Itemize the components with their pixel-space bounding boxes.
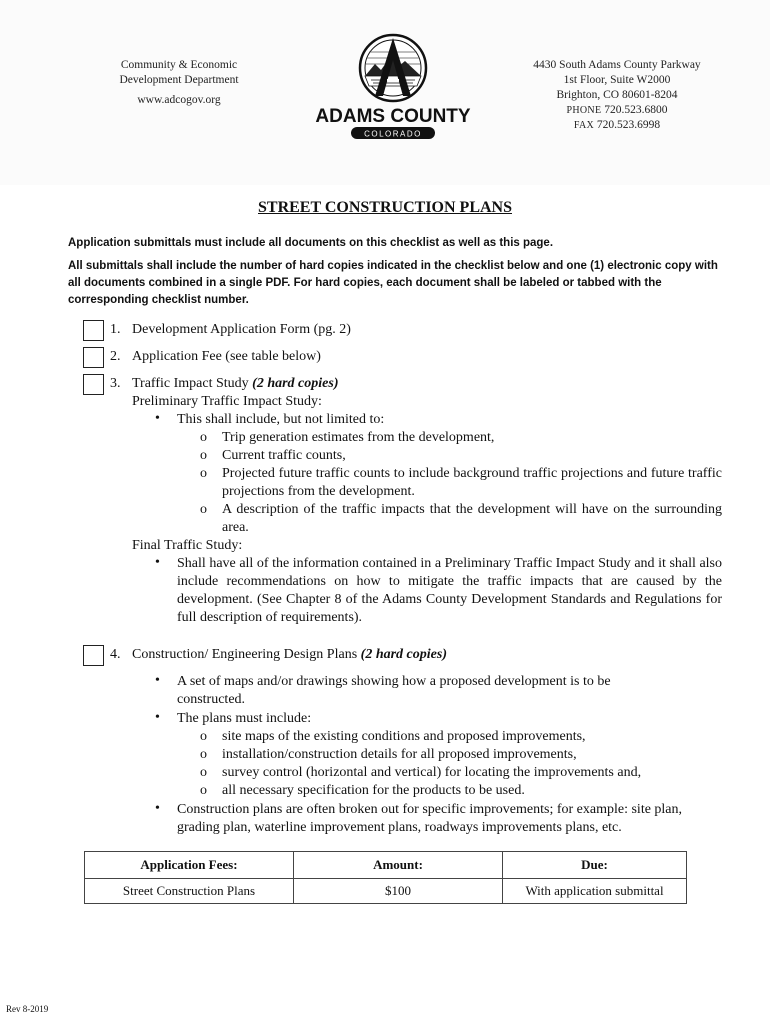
item-3-copies: (2 hard copies) [252,376,339,391]
address-block [522,58,712,133]
column-header: Application Fees: [85,852,294,879]
item-4-title [132,646,447,664]
bullet-marker: • [155,710,160,725]
fees-table [84,851,687,904]
bullet-marker: • [155,555,160,570]
checkbox-item-2[interactable] [83,347,104,368]
table-cell: $100 [294,879,503,904]
checkbox-item-3[interactable] [83,374,104,395]
sub-marker: o [200,765,207,780]
checkbox-item-4[interactable] [83,645,104,666]
phone-label: PHONE [566,105,602,116]
item-2-number: 2. [110,349,121,364]
dept-line-2: Development Department [119,74,239,86]
prelim-study-heading: Preliminary Traffic Impact Study: [132,394,322,409]
bullet-marker: • [155,673,160,688]
column-header: Due: [503,852,687,879]
final-study-heading: Final Traffic Study: [132,538,243,553]
plans-bullet-2: The plans must include: [177,711,312,726]
item-3-text: Traffic Impact Study [132,376,253,391]
table-header-row [85,852,687,879]
plans-bullet-1: A set of maps and/or drawings showing how a proposed development is to be constructed. [177,674,611,707]
plans-sub-3: survey control (horizontal and vertical) for locating the improvements and, [222,765,642,780]
item-4-number: 4. [110,647,121,662]
column-header: Amount: [294,852,503,879]
item-3-title [132,375,338,393]
address-line-2: 1st Floor, Suite W2000 [563,74,671,86]
sub-marker: o [200,448,207,463]
sub-marker: o [200,783,207,798]
item-1-number: 1. [110,322,121,337]
revision-footer: Rev 8-2019 [6,1004,49,1014]
plans-sub-2: installation/construction details for all proposed improvements, [222,747,577,762]
item-4-text: Construction/ Engineering Design Plans [132,647,361,662]
final-bullet: Shall have all of the information contained in a Preliminary Traffic Impact Study and it shall also include recommendations on how to mitigate the traffic impacts that are caused by the development. (See Chapter 8 of the Adams County Development Standards and Regulations for full description of requirements). [177,556,722,625]
intro-paragraph-1: Application submittals must include all documents on this checklist as well as this page. [68,237,554,249]
item-2-text: Application Fee (see table below) [132,349,321,364]
prelim-sub-3: Projected future traffic counts to include background traffic projections and future traffic projections from the development. [222,466,722,499]
bullet-marker: • [155,411,160,426]
sub-marker: o [200,747,207,762]
plans-sub-1: site maps of the existing conditions and proposed improvements, [222,729,586,744]
county-seal-icon [313,30,473,142]
state-name: COLORADO [364,129,422,139]
address-line-1: 4430 South Adams County Parkway [533,59,701,71]
item-1-text: Development Application Form (pg. 2) [132,322,351,337]
table-row [85,879,687,904]
sub-marker: o [200,430,207,445]
table-cell: With application submittal [503,879,687,904]
page-title: STREET CONSTRUCTION PLANS [258,199,512,216]
item-4-copies: (2 hard copies) [360,647,447,662]
address-line-3: Brighton, CO 80601-8204 [556,89,678,101]
phone-number: 720.523.6800 [604,104,668,116]
prelim-sub-1: Trip generation estimates from the development, [222,430,495,445]
sub-marker: o [200,502,207,517]
fax-label: FAX [573,120,595,131]
plans-sub-4: all necessary specification for the products to be used. [222,783,525,798]
dept-line-1: Community & Economic [120,59,238,71]
county-logo [313,30,473,142]
sub-marker: o [200,466,207,481]
prelim-bullet: This shall include, but not limited to: [177,412,385,427]
intro-paragraph-2: All submittals shall include the number of hard copies indicated in the checklist below and one (1) electronic copy with all documents combined in a single PDF. For hard copies, each document shall be labeled or tabbed with the corresponding checklist number. [68,260,718,306]
plans-bullet-3: Construction plans are often broken out for specific improvements; for example: site plan, grading plan, waterline improvement plans, roadways improvements plans, etc. [177,802,683,835]
fax-number: 720.523.6998 [596,119,661,131]
county-name: ADAMS COUNTY [315,106,471,127]
item-3-number: 3. [110,376,121,391]
department-block [104,58,254,108]
bullet-marker: • [155,801,160,816]
website-link[interactable]: www.adcogov.org [137,94,221,106]
checkbox-item-1[interactable] [83,320,104,341]
sub-marker: o [200,729,207,744]
table-cell: Street Construction Plans [85,879,294,904]
prelim-sub-4: A description of the traffic impacts that the development will have on the surrounding area. [222,502,722,535]
prelim-sub-2: Current traffic counts, [222,448,346,463]
